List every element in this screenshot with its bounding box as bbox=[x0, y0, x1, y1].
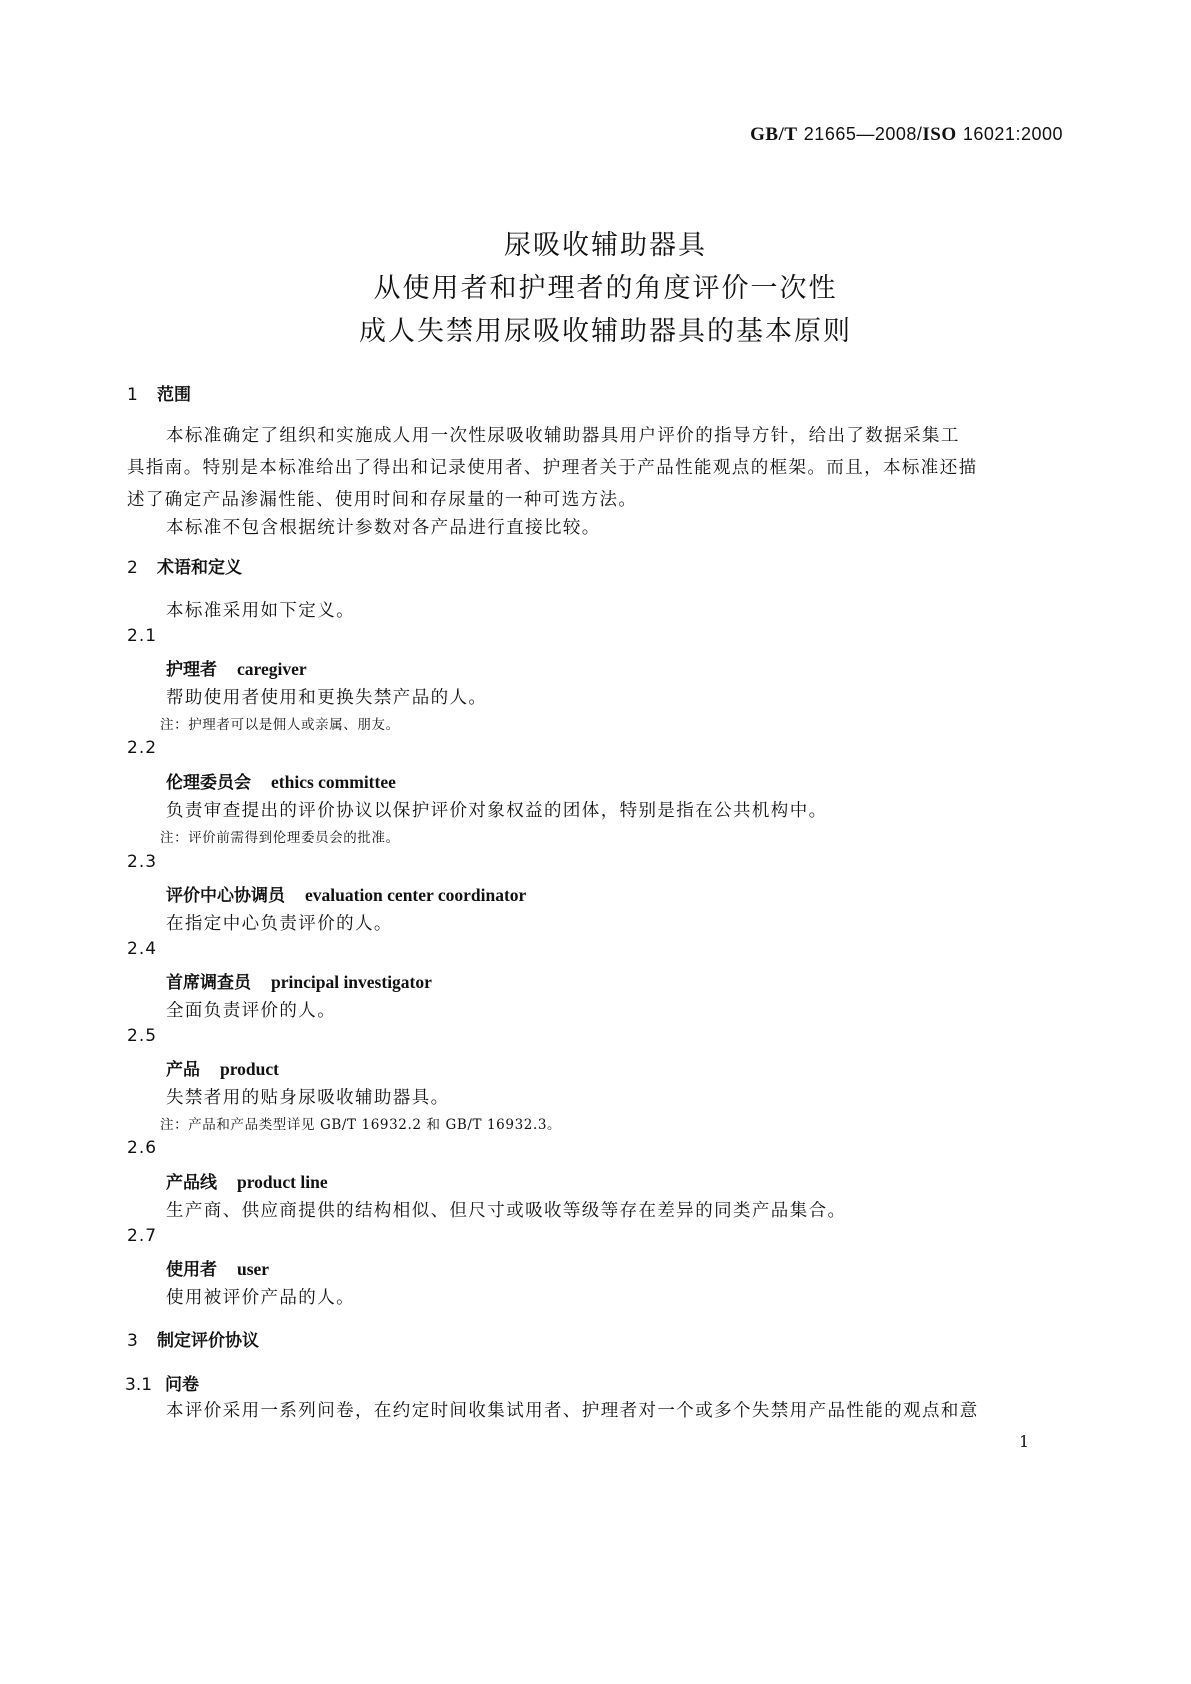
section-1-para1-line1: 本标准确定了组织和实施成人用一次性尿吸收辅助器具用户评价的指导方针，给出了数据采集工 bbox=[166, 426, 960, 446]
term-en: ethics committee bbox=[271, 772, 396, 792]
section-2-intro: 本标准采用如下定义。 bbox=[166, 601, 355, 621]
term-zh: 产品线 bbox=[166, 1173, 217, 1193]
term-en: principal investigator bbox=[271, 972, 432, 992]
term-definition-2-2: 负责审查提出的评价协议以保护评价对象权益的团体，特别是指在公共机构中。 bbox=[166, 801, 828, 821]
term-number-2-2: 2.2 bbox=[127, 738, 158, 758]
standard-code bbox=[750, 124, 1063, 146]
term-zh: 伦理委员会 bbox=[166, 773, 251, 793]
term-definition-2-1: 帮助使用者使用和更换失禁产品的人。 bbox=[166, 688, 488, 708]
term-note-2-2: 注：评价前需得到伦理委员会的批准。 bbox=[160, 830, 400, 846]
term-definition-2-7: 使用被评价产品的人。 bbox=[166, 1288, 355, 1308]
term-en: product line bbox=[237, 1172, 328, 1192]
iso-prefix: ISO bbox=[922, 124, 957, 145]
term-heading-2-1 bbox=[166, 655, 307, 680]
subsection-title: 问卷 bbox=[165, 1375, 199, 1395]
term-definition-2-3: 在指定中心负责评价的人。 bbox=[166, 914, 393, 934]
term-zh: 护理者 bbox=[166, 660, 217, 680]
title-line-2: 从使用者和护理者的角度评价一次性 bbox=[373, 273, 838, 304]
section-number: 2 bbox=[127, 558, 138, 578]
term-note-2-1: 注：护理者可以是佣人或亲属、朋友。 bbox=[160, 717, 400, 733]
page-number: 1 bbox=[1019, 1432, 1030, 1451]
document-title bbox=[0, 224, 1191, 353]
term-heading-2-4 bbox=[166, 968, 432, 993]
term-number-2-6: 2.6 bbox=[127, 1138, 158, 1158]
section-1-para1-line3: 述了确定产品渗漏性能、使用时间和存尿量的一种可选方法。 bbox=[127, 490, 638, 510]
iso-number: 16021:2000 bbox=[962, 124, 1063, 144]
term-definition-2-4: 全面负责评价的人。 bbox=[166, 1001, 337, 1021]
term-heading-2-2 bbox=[166, 768, 396, 793]
section-1-heading bbox=[127, 380, 191, 405]
term-zh: 首席调查员 bbox=[166, 973, 251, 993]
term-zh: 使用者 bbox=[166, 1260, 217, 1280]
term-definition-2-5: 失禁者用的贴身尿吸收辅助器具。 bbox=[166, 1088, 450, 1108]
section-number: 3 bbox=[127, 1331, 138, 1351]
title-line-3: 成人失禁用尿吸收辅助器具的基本原则 bbox=[359, 316, 852, 347]
term-note-2-5: 注：产品和产品类型详见 GB/T 16932.2 和 GB/T 16932.3。 bbox=[160, 1117, 562, 1133]
gbt-number: 21665—2008/ bbox=[803, 124, 923, 144]
section-title: 范围 bbox=[157, 385, 191, 405]
term-en: evaluation center coordinator bbox=[305, 885, 527, 905]
section-title: 制定评价协议 bbox=[157, 1331, 259, 1351]
term-en: user bbox=[237, 1259, 270, 1279]
term-number-2-5: 2.5 bbox=[127, 1026, 158, 1046]
section-number: 1 bbox=[127, 385, 138, 405]
subsection-3-1-heading bbox=[125, 1370, 199, 1395]
term-definition-2-6: 生产商、供应商提供的结构相似、但尺寸或吸收等级等存在差异的同类产品集合。 bbox=[166, 1201, 847, 1221]
term-number-2-3: 2.3 bbox=[127, 852, 158, 872]
gbt-prefix: GB/T bbox=[750, 124, 798, 145]
term-zh: 产品 bbox=[166, 1060, 200, 1080]
term-number-2-4: 2.4 bbox=[127, 939, 158, 959]
term-heading-2-5 bbox=[166, 1055, 279, 1080]
term-heading-2-6 bbox=[166, 1168, 328, 1193]
term-number-2-7: 2.7 bbox=[127, 1226, 158, 1246]
term-en: product bbox=[220, 1059, 279, 1079]
term-heading-2-7 bbox=[166, 1255, 269, 1280]
section-2-heading bbox=[127, 553, 242, 578]
section-title: 术语和定义 bbox=[157, 558, 242, 578]
section-1-para1-line2: 具指南。特别是本标准给出了得出和记录使用者、护理者关于产品性能观点的框架。而且，本标准还描 bbox=[127, 458, 978, 478]
term-number-2-1: 2.1 bbox=[127, 626, 158, 646]
term-heading-2-3 bbox=[166, 881, 526, 906]
term-zh: 评价中心协调员 bbox=[166, 886, 285, 906]
section-3-heading bbox=[127, 1326, 259, 1351]
title-line-1: 尿吸收辅助器具 bbox=[504, 230, 707, 261]
section-1-para2: 本标准不包含根据统计参数对各产品进行直接比较。 bbox=[166, 518, 601, 538]
term-en: caregiver bbox=[237, 659, 307, 679]
subsection-3-1-text: 本评价采用一系列问卷，在约定时间收集试用者、护理者对一个或多个失禁用产品性能的观点和意 bbox=[166, 1401, 979, 1421]
subsection-number: 3.1 bbox=[125, 1375, 153, 1395]
